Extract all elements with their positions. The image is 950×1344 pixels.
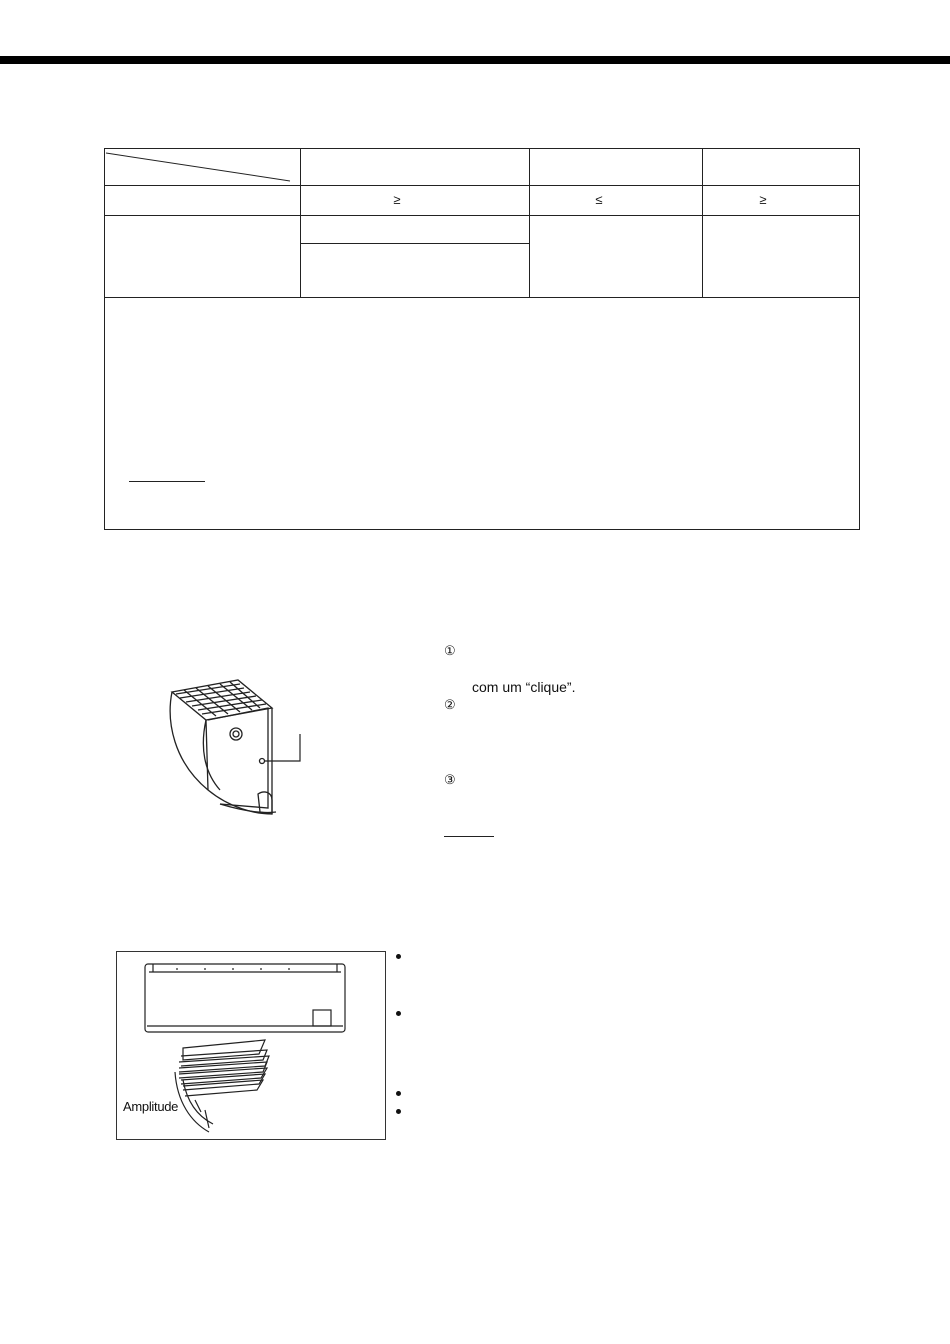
step-marker-3: ③ bbox=[444, 772, 456, 787]
step-marker-1: ① bbox=[444, 643, 456, 658]
header-rule bbox=[0, 56, 950, 64]
symbol-le: ≤ bbox=[595, 192, 603, 207]
step-marker-2: ② bbox=[444, 697, 456, 712]
bullet-2 bbox=[396, 1011, 401, 1016]
diagonal-header-line bbox=[104, 148, 300, 185]
bullet-1 bbox=[396, 954, 401, 959]
symbol-ge-2: ≥ bbox=[759, 192, 767, 207]
symbol-ge-1: ≥ bbox=[393, 192, 401, 207]
bullet-4 bbox=[396, 1109, 401, 1114]
indoor-unit-side-illustration bbox=[160, 672, 330, 822]
step-note-underline bbox=[444, 836, 494, 837]
note-heading-underline bbox=[129, 481, 205, 482]
swing-amplitude-figure bbox=[116, 951, 386, 1140]
amplitude-label: Amplitude bbox=[123, 1099, 179, 1114]
step1-continuation-text: com um “clique”. bbox=[472, 679, 576, 695]
spec-table bbox=[104, 148, 860, 530]
bullet-3 bbox=[396, 1091, 401, 1096]
